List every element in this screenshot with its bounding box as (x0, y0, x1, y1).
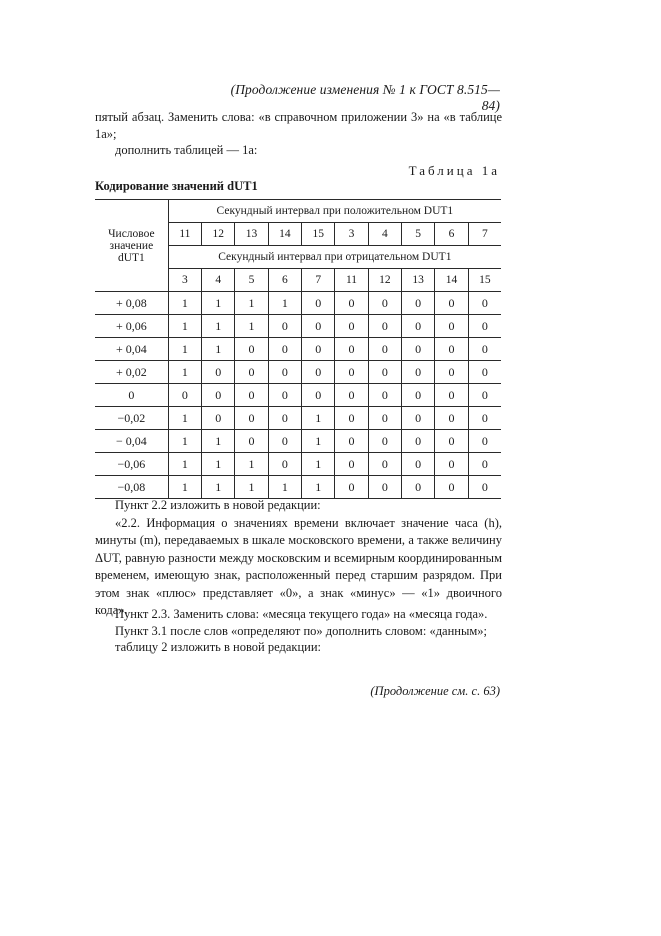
negative-second-cell: 3 (168, 269, 201, 292)
table-row (95, 292, 501, 315)
bit-cell: 1 (168, 315, 201, 338)
body-paragraph-3: Пункт 2.3. Заменить слова: «месяца текущего года» на «месяца года». (115, 607, 488, 621)
bit-cell: 0 (402, 476, 435, 499)
bit-cell: 1 (268, 476, 301, 499)
row-value-cell: + 0,08 (95, 292, 168, 315)
bit-cell: 0 (168, 384, 201, 407)
running-header: (Продолжение изменения № 1 к ГОСТ 8.515—84) (230, 82, 500, 113)
bit-cell: 1 (202, 315, 235, 338)
bit-cell: 0 (335, 384, 368, 407)
bit-cell: 0 (402, 384, 435, 407)
bit-cell: 1 (235, 292, 268, 315)
bit-cell: 0 (335, 315, 368, 338)
bit-cell: 0 (368, 476, 401, 499)
bit-cell: 0 (435, 407, 468, 430)
bit-cell: 1 (235, 315, 268, 338)
negative-second-cell: 13 (402, 269, 435, 292)
negative-second-cell: 4 (202, 269, 235, 292)
bit-cell: 0 (468, 292, 501, 315)
bit-cell: 0 (268, 338, 301, 361)
bit-cell: 0 (335, 292, 368, 315)
bit-cell: 0 (302, 315, 335, 338)
negative-second-cell: 15 (468, 269, 501, 292)
bit-cell: 0 (335, 338, 368, 361)
bit-cell: 1 (202, 338, 235, 361)
row-value-cell: −0,02 (95, 407, 168, 430)
bit-cell: 1 (168, 430, 201, 453)
body-paragraph-1: Пункт 2.2 изложить в новой редакции: (115, 498, 321, 512)
negative-second-cell: 14 (435, 269, 468, 292)
bit-cell: 0 (368, 430, 401, 453)
bit-cell: 0 (435, 315, 468, 338)
bit-cell: 0 (402, 407, 435, 430)
bit-cell: 0 (435, 476, 468, 499)
bit-cell: 0 (435, 338, 468, 361)
bit-cell: 0 (368, 407, 401, 430)
bit-cell: 0 (335, 361, 368, 384)
positive-second-cell: 7 (468, 223, 501, 246)
table-number-label: Таблица 1а (408, 163, 500, 178)
row-value-cell: −0,08 (95, 476, 168, 499)
bit-cell: 0 (468, 453, 501, 476)
bit-cell: 1 (302, 476, 335, 499)
bit-cell: 0 (202, 361, 235, 384)
bit-cell: 0 (268, 384, 301, 407)
positive-second-cell: 13 (235, 223, 268, 246)
intro-paragraph-1: пятый абзац. Заменить слова: «в справочном приложении 3» на «в таблице 1а»; (95, 110, 502, 141)
bit-cell: 0 (302, 338, 335, 361)
bit-cell: 1 (202, 430, 235, 453)
bit-cell: 0 (302, 384, 335, 407)
bit-cell: 0 (368, 384, 401, 407)
bit-cell: 0 (402, 338, 435, 361)
negative-second-cell: 7 (302, 269, 335, 292)
bit-cell: 1 (168, 338, 201, 361)
positive-second-cell: 4 (368, 223, 401, 246)
bit-cell: 0 (368, 315, 401, 338)
table-row (95, 476, 501, 499)
bit-cell: 0 (268, 315, 301, 338)
row-value-cell: + 0,02 (95, 361, 168, 384)
running-footer: (Продолжение см. с. 63) (370, 684, 500, 698)
positive-second-cell: 14 (268, 223, 301, 246)
bit-cell: 1 (302, 407, 335, 430)
row-value-cell: 0 (95, 384, 168, 407)
bit-cell: 0 (268, 407, 301, 430)
bit-cell: 0 (335, 430, 368, 453)
intro-paragraph-2: дополнить таблицей — 1а: (115, 143, 258, 157)
row-value-cell: −0,06 (95, 453, 168, 476)
table-row (95, 384, 501, 407)
bit-cell: 0 (435, 453, 468, 476)
negative-second-cell: 5 (235, 269, 268, 292)
table-row (95, 453, 501, 476)
positive-interval-header: Секундный интервал при положительном DUT1 (168, 200, 501, 223)
bit-cell: 0 (435, 361, 468, 384)
positive-second-cell: 12 (202, 223, 235, 246)
bit-cell: 1 (168, 476, 201, 499)
positive-second-cell: 5 (402, 223, 435, 246)
bit-cell: 0 (202, 384, 235, 407)
bit-cell: 0 (468, 338, 501, 361)
table-row (95, 407, 501, 430)
table-body (95, 292, 501, 499)
positive-second-cell: 6 (435, 223, 468, 246)
bit-cell: 0 (368, 338, 401, 361)
bit-cell: 0 (435, 292, 468, 315)
positive-second-cell: 11 (168, 223, 201, 246)
body-paragraph-4: Пункт 3.1 после слов «определяют по» дополнить словом: «данным»; (115, 624, 488, 638)
bit-cell: 0 (402, 430, 435, 453)
bit-cell: 0 (302, 292, 335, 315)
bit-cell: 1 (235, 453, 268, 476)
bit-cell: 0 (302, 361, 335, 384)
bit-cell: 1 (302, 430, 335, 453)
bit-cell: 0 (435, 430, 468, 453)
bit-cell: 0 (235, 338, 268, 361)
bit-cell: 0 (368, 361, 401, 384)
bit-cell: 1 (202, 292, 235, 315)
bit-cell: 0 (435, 384, 468, 407)
row-value-cell: + 0,04 (95, 338, 168, 361)
bit-cell: 0 (335, 407, 368, 430)
bit-cell: 1 (168, 292, 201, 315)
row-value-cell: + 0,06 (95, 315, 168, 338)
bit-cell: 0 (468, 430, 501, 453)
bit-cell: 1 (168, 453, 201, 476)
bit-cell: 0 (235, 361, 268, 384)
dut1-coding-table (95, 199, 501, 499)
bit-cell: 1 (202, 453, 235, 476)
body-paragraph-5: таблицу 2 изложить в новой редакции: (115, 640, 321, 654)
bit-cell: 0 (468, 384, 501, 407)
bit-cell: 0 (235, 407, 268, 430)
bit-cell: 0 (368, 453, 401, 476)
negative-second-cell: 6 (268, 269, 301, 292)
table-row (95, 315, 501, 338)
bit-cell: 0 (268, 430, 301, 453)
bit-cell: 1 (235, 476, 268, 499)
bit-cell: 0 (468, 476, 501, 499)
bit-cell: 1 (202, 476, 235, 499)
bit-cell: 1 (168, 361, 201, 384)
bit-cell: 1 (302, 453, 335, 476)
bit-cell: 0 (402, 453, 435, 476)
bit-cell: 0 (402, 315, 435, 338)
body-paragraph-2: «2.2. Информация о значениях времени включает значение часа (h), минуты (m), передаваемых в шкале московского времени, а также величину ΔUT, равную разности между московским и всемирным координированным временем, имеющую знак, расположенный перед старшим разрядом. При этом знак «плюс» представляет «0», а знак «минус» — «1» двоичного кода». (95, 516, 502, 618)
negative-interval-header: Секундный интервал при отрицательном DUT1 (168, 246, 501, 269)
bit-cell: 0 (268, 361, 301, 384)
bit-cell: 0 (368, 292, 401, 315)
bit-cell: 0 (335, 476, 368, 499)
bit-cell: 1 (268, 292, 301, 315)
table-row (95, 430, 501, 453)
bit-cell: 1 (168, 407, 201, 430)
row-value-cell: − 0,04 (95, 430, 168, 453)
positive-second-cell: 3 (335, 223, 368, 246)
table-row (95, 361, 501, 384)
bit-cell: 0 (468, 361, 501, 384)
table-row (95, 338, 501, 361)
bit-cell: 0 (335, 453, 368, 476)
bit-cell: 0 (235, 430, 268, 453)
bit-cell: 0 (235, 384, 268, 407)
bit-cell: 0 (202, 407, 235, 430)
negative-second-cell: 11 (335, 269, 368, 292)
positive-second-cell: 15 (302, 223, 335, 246)
table-title: Кодирование значений dUT1 (95, 179, 258, 193)
bit-cell: 0 (468, 407, 501, 430)
bit-cell: 0 (268, 453, 301, 476)
row-header-cell: Числовое значение dUT1 (95, 200, 168, 292)
bit-cell: 0 (468, 315, 501, 338)
bit-cell: 0 (402, 292, 435, 315)
bit-cell: 0 (402, 361, 435, 384)
negative-second-cell: 12 (368, 269, 401, 292)
